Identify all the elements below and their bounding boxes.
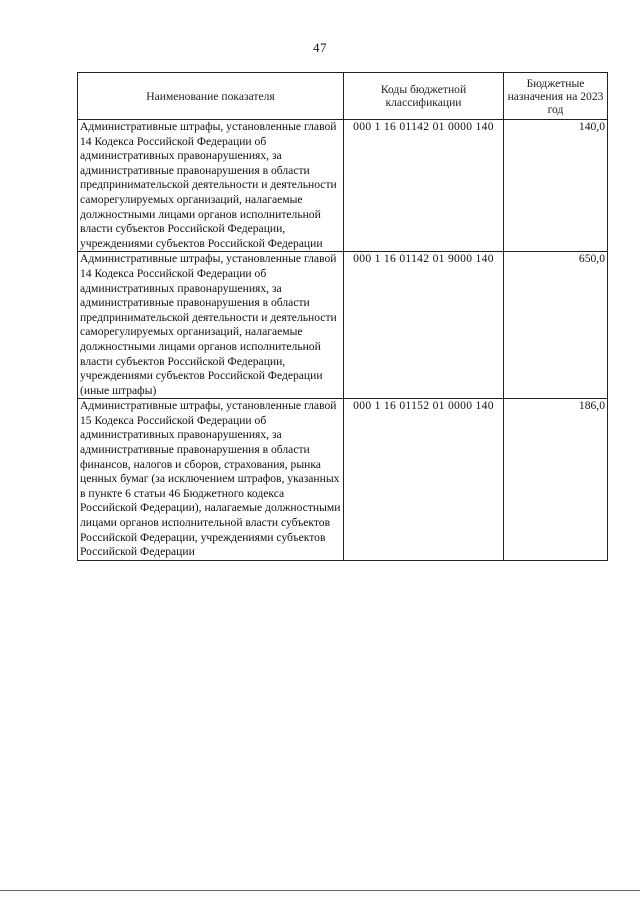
table-row	[78, 399, 608, 561]
row-budget-amount: 186,0	[504, 399, 608, 561]
table-header	[78, 73, 608, 120]
row-budget-amount: 650,0	[504, 252, 608, 399]
header-budget-amount: Бюджетные назначения на 2023 год	[504, 73, 608, 120]
row-indicator-name: Административные штрафы, установленные главой 14 Кодекса Российской Федерации об административных правонарушениях, за административные правонарушения в области предпринимательской деятельности и деятельности саморегулируемых организаций, налагаемые должностными лицами органов исполнительной власти субъектов Российской Федерации, учреждениями субъектов Российской Федерации	[78, 120, 344, 252]
table-body	[78, 120, 608, 561]
table-row	[78, 120, 608, 252]
row-budget-code: 000 1 16 01142 01 9000 140	[344, 252, 504, 399]
row-budget-amount: 140,0	[504, 120, 608, 252]
budget-table	[77, 72, 608, 561]
row-indicator-name: Административные штрафы, установленные главой 15 Кодекса Российской Федерации об административных правонарушениях, за административные правонарушения в области финансов, налогов и сборов, страхования, рынка ценных бумаг (за исключением штрафов, указанных в пункте 6 статьи 46 Бюджетного кодекса Российской Федерации), налагаемые должностными лицами органов исполнительной власти субъектов Российской Федерации, учреждениями субъектов Российской Федерации	[78, 399, 344, 561]
row-budget-code: 000 1 16 01142 01 0000 140	[344, 120, 504, 252]
header-indicator-name: Наименование показателя	[78, 73, 344, 120]
row-budget-code: 000 1 16 01152 01 0000 140	[344, 399, 504, 561]
header-row	[78, 73, 608, 120]
page-bottom-rule	[0, 890, 640, 891]
header-budget-code: Коды бюджетной классификации	[344, 73, 504, 120]
page-number: 47	[313, 40, 327, 55]
row-indicator-name: Административные штрафы, установленные главой 14 Кодекса Российской Федерации об административных правонарушениях, за административные правонарушения в области предпринимательской деятельности и деятельности саморегулируемых организаций, налагаемые должностными лицами органов исполнительной власти субъектов Российской Федерации, учреждениями субъектов Российской Федерации (иные штрафы)	[78, 252, 344, 399]
table-row	[78, 252, 608, 399]
